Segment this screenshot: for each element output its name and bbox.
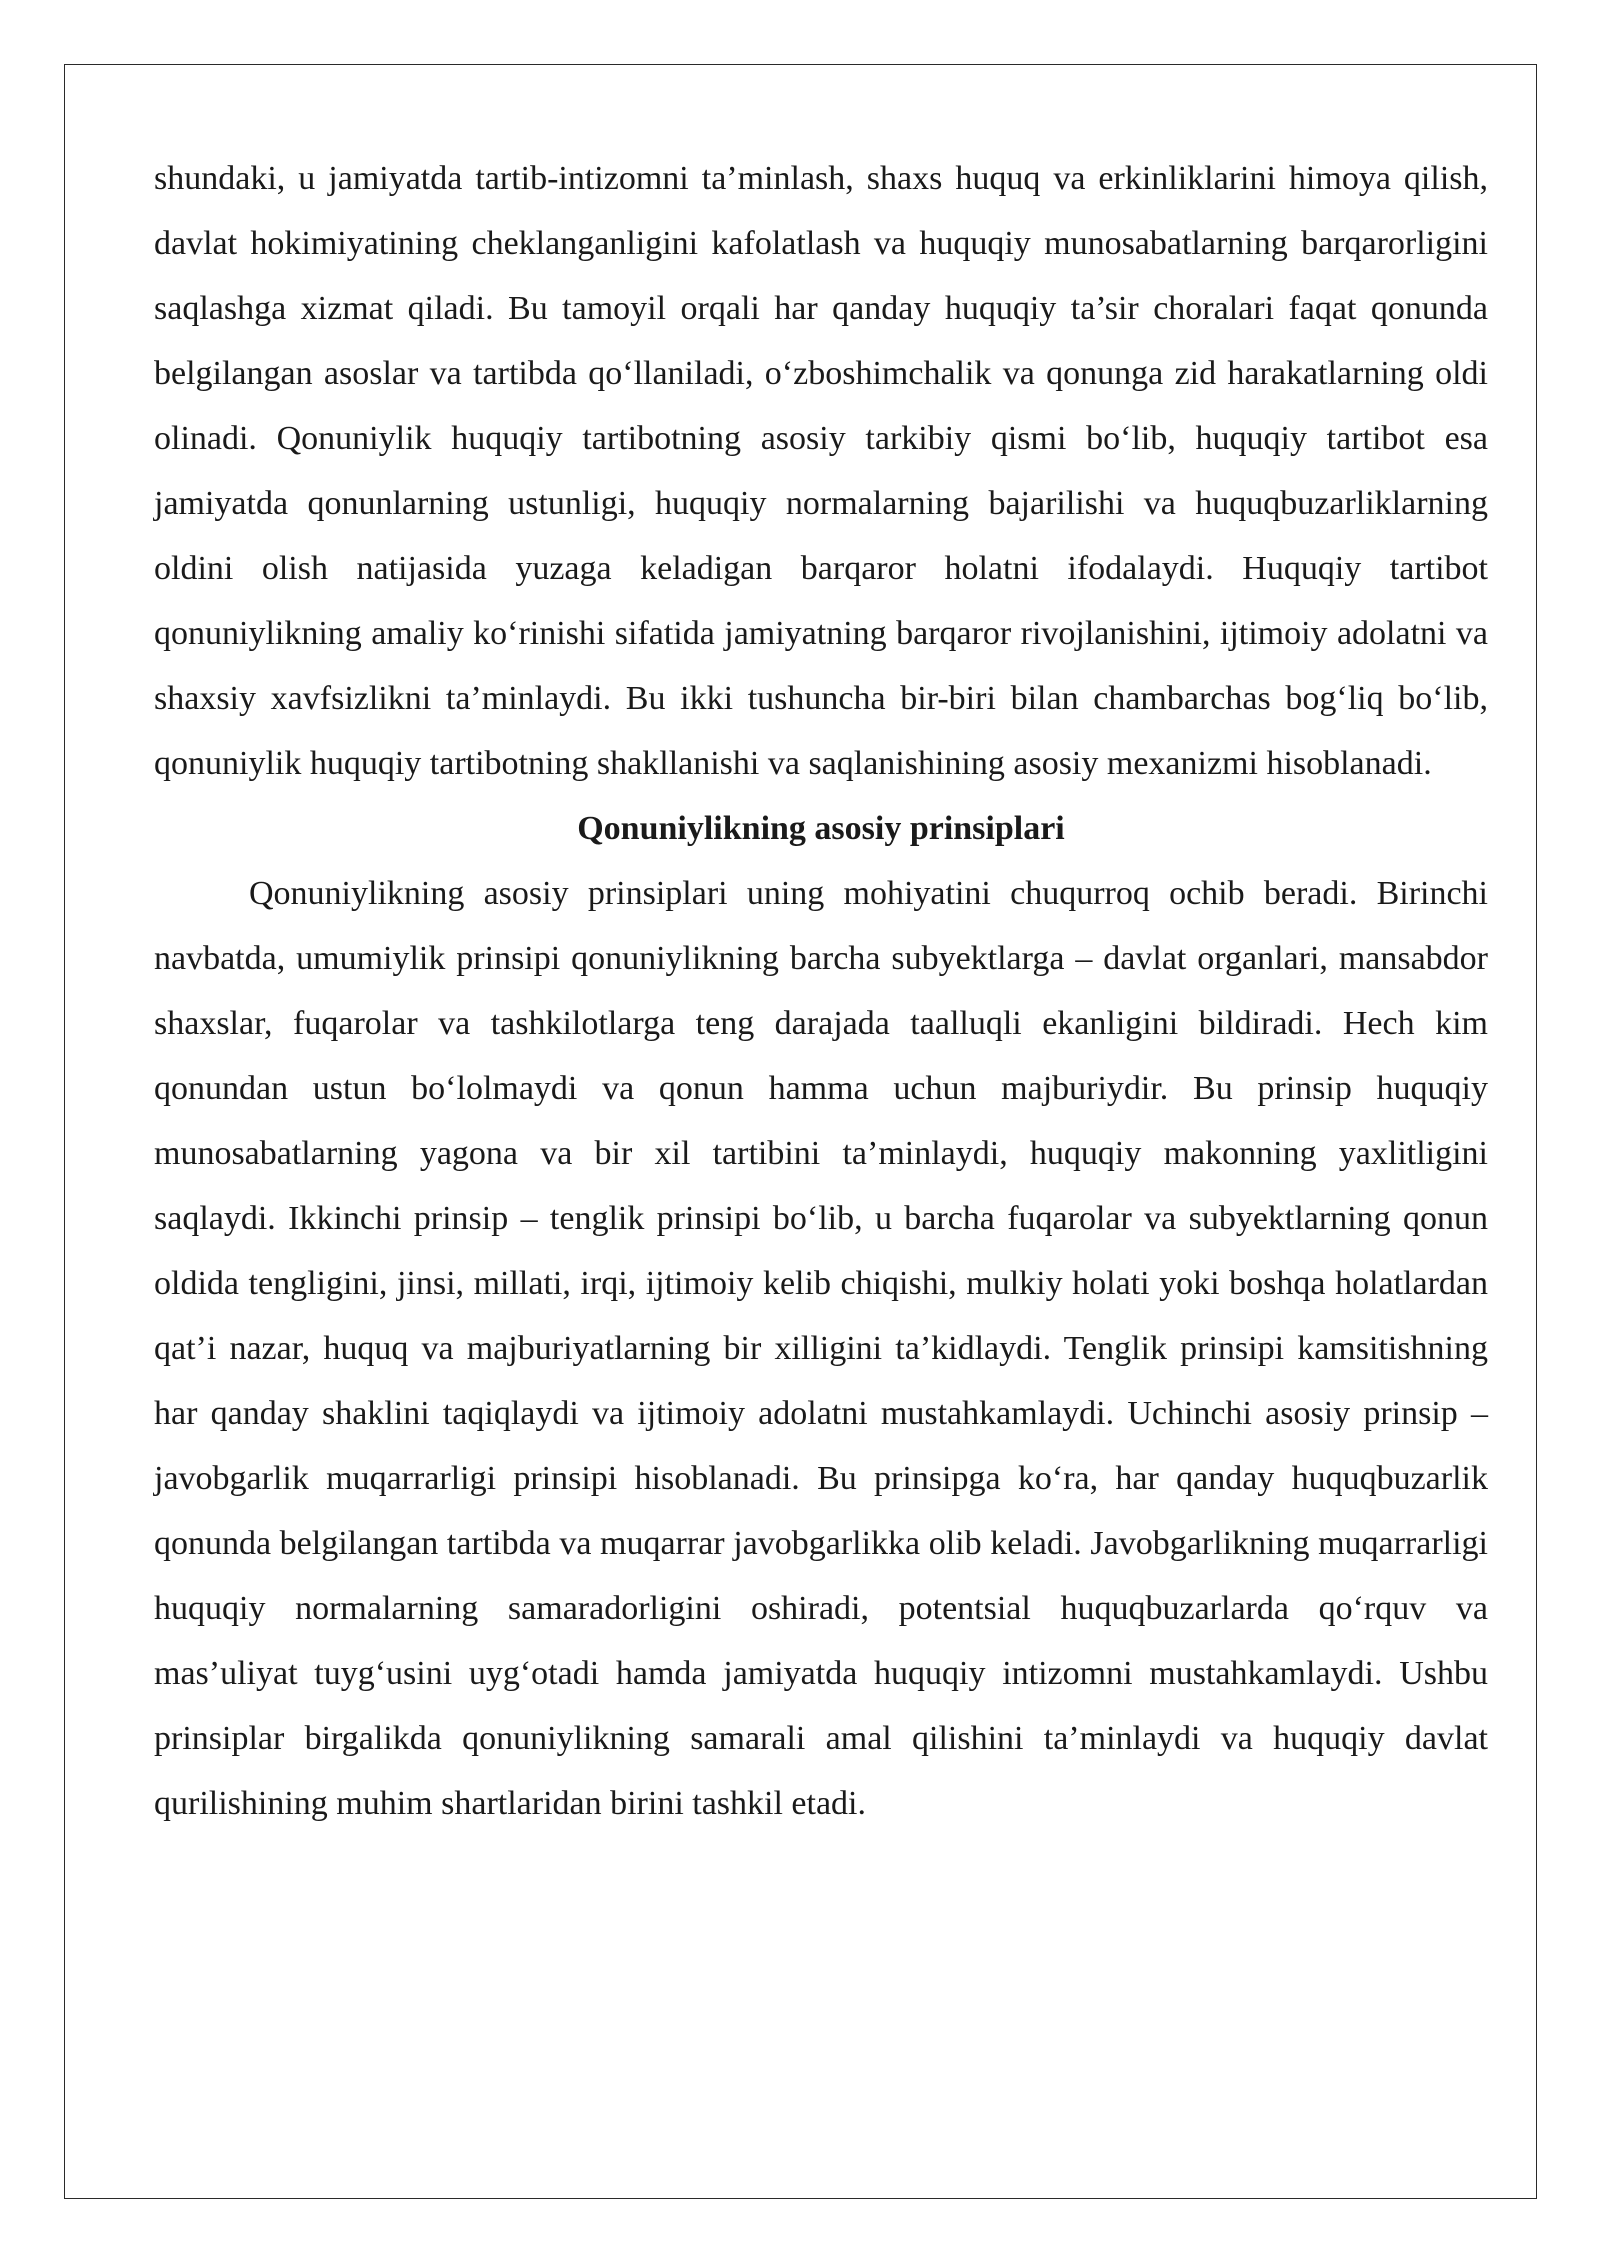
section-heading: Qonuniylikning asosiy prinsiplari	[577, 810, 1065, 847]
document-body	[154, 146, 1488, 1836]
body-paragraph-continued: shundaki, u jamiyatda tartib-intizomni ta’minlash, shaxs huquq va erkinliklarini himoya qilish, davlat hokimiyatining cheklanganligini kafolatlash va huquqiy munosabatlarning barqarorligini saqlashga xizmat qiladi. Bu tamoyil orqali har qanday huquqiy ta’sir choralari faqat qonunda belgilangan asoslar va tartibda qo‘llaniladi, o‘zboshimchalik va qonunga zid harakatlarning oldi olinadi. Qonuniylik huquqiy tartibotning asosiy tarkibiy qismi bo‘lib, huquqiy tartibot esa jamiyatda qonunlarning ustunligi, huquqiy normalarning bajarilishi va huquqbuzarliklarning oldini olish natijasida yuzaga keladigan barqaror holatni ifodalaydi. Huquqiy tartibot qonuniylikning amaliy ko‘rinishi sifatida jamiyatning barqaror rivojlanishini, ijtimoiy adolatni va shaxsiy xavfsizlikni ta’minlaydi. Bu ikki tushuncha bir-biri bilan chambarchas bog‘liq bo‘lib, qonuniylik huquqiy tartibotning shakllanishi va saqlanishining asosiy mexanizmi hisoblanadi.	[154, 160, 1488, 782]
body-paragraph-principles: Qonuniylikning asosiy prinsiplari uning mohiyatini chuqurroq ochib beradi. Birinchi navbatda, umumiylik prinsipi qonuniylikning barcha subyektlarga – davlat organlari, mansabdor shaxslar, fuqarolar va tashkilotlarga teng darajada taalluqli ekanligini bildiradi. Hech kim qonundan ustun bo‘lolmaydi va qonun hamma uchun majburiydir. Bu prinsip huquqiy munosabatlarning yagona va bir xil tartibini ta’minlaydi, huquqiy makonning yaxlitligini saqlaydi. Ikkinchi prinsip – tenglik prinsipi bo‘lib, u barcha fuqarolar va subyektlarning qonun oldida tengligini, jinsi, millati, irqi, ijtimoiy kelib chiqishi, mulkiy holati yoki boshqa holatlardan qat’i nazar, huquq va majburiyatlarning bir xilligini ta’kidlaydi. Tenglik prinsipi kamsitishning har qanday shaklini taqiqlaydi va ijtimoiy adolatni mustahkamlaydi. Uchinchi asosiy prinsip – javobgarlik muqarrarligi prinsipi hisoblanadi. Bu prinsipga ko‘ra, har qanday huquqbuzarlik qonunda belgilangan tartibda va muqarrar javobgarlikka olib keladi. Javobgarlikning muqarrarligi huquqiy normalarning samaradorligini oshiradi, potentsial huquqbuzarlarda qo‘rquv va mas’uliyat tuyg‘usini uyg‘otadi hamda jamiyatda huquqiy intizomni mustahkamlaydi. Ushbu prinsiplar birgalikda qonuniylikning samarali amal qilishini ta’minlaydi va huquqiy davlat qurilishining muhim shartlaridan birini tashkil etadi.	[154, 875, 1488, 1822]
